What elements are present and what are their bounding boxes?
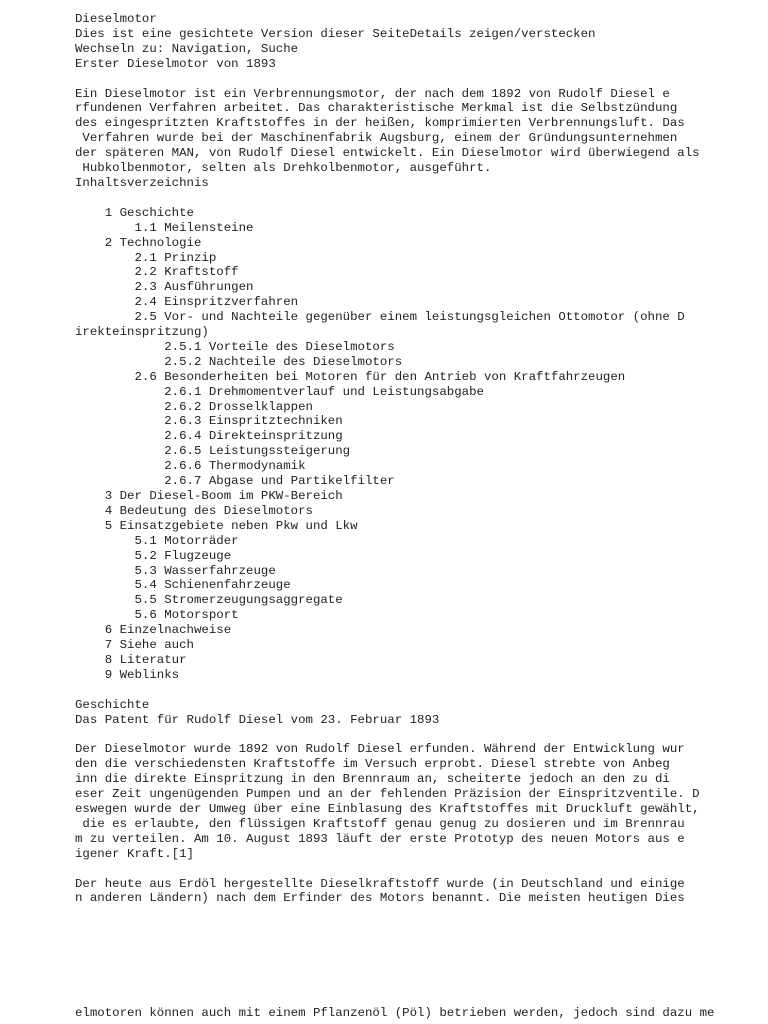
- toc-item[interactable]: 6 Einzelnachweise: [75, 623, 232, 638]
- toc-item[interactable]: 4 Bedeutung des Dieselmotors: [75, 503, 313, 518]
- toc-item[interactable]: 5.4 Schienenfahrzeuge: [75, 578, 291, 593]
- toc-item[interactable]: 2.6 Besonderheiten bei Motoren für den Antrieb von Kraftfahrzeugen: [75, 369, 626, 384]
- spacer: [75, 72, 755, 87]
- toc-item[interactable]: 2.6.2 Drosselklappen: [75, 399, 313, 414]
- section-heading-geschichte: Geschichte: [75, 697, 150, 712]
- intro-line: der späteren MAN, von Rudolf Diesel entwickelt. Ein Dieselmotor wird überwiegend als: [75, 146, 700, 161]
- history-line: igener Kraft.[1]: [75, 846, 194, 861]
- history-line: inn die direkte Einspritzung in den Brennraum an, scheiterte jedoch an den zu di: [75, 772, 670, 787]
- document-page: [75, 12, 755, 906]
- spacer: [75, 862, 755, 877]
- intro-line: Hubkolbenmotor, selten als Drehkolbenmotor, ausgeführt.: [75, 161, 492, 176]
- toc-item[interactable]: 3 Der Diesel-Boom im PKW-Bereich: [75, 489, 343, 503]
- jump-to-navigation: Wechseln zu: Navigation, Suche: [75, 41, 299, 56]
- page-title: Dieselmotor: [75, 12, 157, 26]
- toc-item[interactable]: 1.1 Meilensteine: [75, 220, 254, 235]
- intro-line: des eingespritzten Kraftstoffes in der heißen, komprimierten Verbrennungsluft. Das: [75, 116, 685, 131]
- toc-item[interactable]: 5.3 Wasserfahrzeuge: [75, 563, 276, 578]
- fuel-line: Der heute aus Erdöl hergestellte Dieselkraftstoff wurde (in Deutschland und einige: [75, 876, 685, 891]
- history-paragraph: [75, 742, 755, 861]
- history-line: eswegen wurde der Umweg über eine Einblasung des Kraftstoffes mit Druckluft gewählt,: [75, 802, 700, 817]
- toc-item[interactable]: irekteinspritzung): [75, 325, 209, 340]
- history-line: eser Zeit ungenügenden Pumpen und an der fehlenden Präzision der Einspritzventile. D: [75, 787, 700, 802]
- table-of-contents: [75, 206, 755, 683]
- toc-item[interactable]: 2.3 Ausführungen: [75, 280, 254, 295]
- history-line: die es erlaubte, den flüssigen Kraftstoff genau genug zu dosieren und im Brennrau: [75, 816, 685, 831]
- history-line: m zu verteilen. Am 10. August 1893 läuft der erste Prototyp des neuen Motors aus e: [75, 831, 685, 846]
- toc-item[interactable]: 2.5.1 Vorteile des Dieselmotors: [75, 339, 395, 354]
- toc-item[interactable]: 2.1 Prinzip: [75, 250, 217, 265]
- toc-item[interactable]: 2.6.4 Direkteinspritzung: [75, 429, 343, 444]
- intro-line: rfundenen Verfahren arbeitet. Das charakteristische Merkmal ist die Selbstzündung: [75, 101, 678, 116]
- toc-item[interactable]: 5.6 Motorsport: [75, 608, 239, 623]
- continuation-block: [75, 1006, 755, 1021]
- history-line: den die verschiedensten Kraftstoffe im Versuch erprobt. Diesel strebte von Anbeg: [75, 757, 670, 772]
- toc-item[interactable]: 2.4 Einspritzverfahren: [75, 295, 299, 310]
- image-caption-patent: Das Patent für Rudolf Diesel vom 23. Februar 1893: [75, 712, 440, 727]
- toc-item[interactable]: 5.1 Motorräder: [75, 533, 239, 548]
- toc-item[interactable]: 1 Geschichte: [75, 205, 194, 220]
- toc-item[interactable]: 7 Siehe auch: [75, 638, 194, 653]
- image-caption-first-engine: Erster Dieselmotor von 1893: [75, 56, 276, 71]
- intro-line: Verfahren wurde bei der Maschinenfabrik Augsburg, einem der Gründungsunternehmen: [75, 131, 678, 146]
- toc-item[interactable]: 2.2 Kraftstoff: [75, 265, 239, 280]
- toc-item[interactable]: 2.5 Vor- und Nachteile gegenüber einem leistungsgleichen Ottomotor (ohne D: [75, 310, 685, 325]
- toc-item[interactable]: 2.6.5 Leistungssteigerung: [75, 444, 351, 459]
- toc-item[interactable]: 5 Einsatzgebiete neben Pkw und Lkw: [75, 518, 358, 533]
- toc-heading: Inhaltsverzeichnis: [75, 175, 209, 190]
- spacer: [75, 191, 755, 206]
- toc-item[interactable]: 5.2 Flugzeuge: [75, 548, 232, 563]
- spacer: [75, 728, 755, 743]
- intro-line: Ein Dieselmotor ist ein Verbrennungsmotor, der nach dem 1892 von Rudolf Diesel e: [75, 86, 670, 101]
- toc-item[interactable]: 2.6.7 Abgase und Partikelfilter: [75, 474, 395, 489]
- spacer: [75, 683, 755, 698]
- toc-item[interactable]: 9 Weblinks: [75, 667, 180, 682]
- toc-item[interactable]: 8 Literatur: [75, 652, 187, 667]
- intro-paragraph: [75, 87, 755, 176]
- toc-item[interactable]: 2.6.1 Drehmomentverlauf und Leistungsabgabe: [75, 384, 484, 399]
- fuel-paragraph: [75, 877, 755, 907]
- toc-item[interactable]: 2.6.3 Einspritztechniken: [75, 414, 343, 429]
- toc-item[interactable]: 2.6.6 Thermodynamik: [75, 459, 306, 474]
- sighted-version-note: Dies ist eine gesichtete Version dieser SeiteDetails zeigen/verstecken: [75, 26, 596, 41]
- continuation-line: elmotoren können auch mit einem Pflanzenöl (Pöl) betrieben werden, jedoch sind dazu me: [75, 1006, 715, 1020]
- toc-item[interactable]: 2 Technologie: [75, 235, 202, 250]
- fuel-line: n anderen Ländern) nach dem Erfinder des Motors benannt. Die meisten heutigen Dies: [75, 891, 685, 906]
- toc-item[interactable]: 2.5.2 Nachteile des Dieselmotors: [75, 354, 403, 369]
- toc-item[interactable]: 5.5 Stromerzeugungsaggregate: [75, 593, 343, 608]
- history-line: Der Dieselmotor wurde 1892 von Rudolf Diesel erfunden. Während der Entwicklung wur: [75, 742, 685, 757]
